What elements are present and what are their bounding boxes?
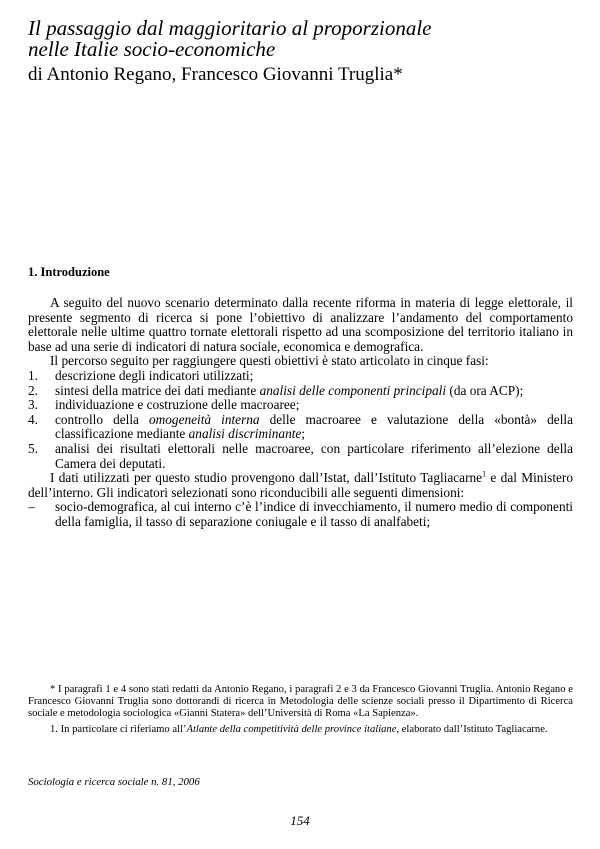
footnote-star: * I paragrafi 1 e 4 sono stati redatti da Antonio Regano, i paragrafi 2 e 3 da Francesco Giovanni Truglia. Antonio Regano e Francesco Giovanni Truglia sono dottorandi di ricerca in Metodologia delle scienze sociali presso il Dipartimento di Ricerca sociale e metodologia sociologica «Gianni Statera» dell’Università di Roma «La Sapienza». <box>28 684 573 719</box>
list-item <box>28 369 573 384</box>
list-number: 3. <box>28 397 38 413</box>
list-item <box>28 413 573 442</box>
section-heading: 1. Introduzione <box>28 265 110 279</box>
list-item <box>28 384 573 399</box>
list-number: 5. <box>28 440 38 456</box>
page-number: 154 <box>290 813 310 828</box>
list-text: socio-demografica, al cui interno c’è l’indice di invecchiamento, il numero medio di componenti della famiglia, il tasso di separazione coniugale e il tasso di analfabeti; <box>55 499 573 529</box>
list-text: individuazione e costruzione delle macroaree; <box>55 397 300 413</box>
dash-marker: – <box>28 499 35 515</box>
paragraph-3: I dati utilizzati per questo studio provengono dall’Istat, dall’Istituto Tagliacarne$^1$ e dal Ministero dell’interno. Gli indicatori selezionati sono riconducibili alle seguenti dimensioni: <box>28 469 573 500</box>
list-text: analisi dei risultati elettorali nelle macroaree, con particolare riferimento all’elezione della Camera dei deputati. <box>55 440 573 471</box>
footnote-ref: 1 <box>482 469 487 479</box>
list-text: descrizione degli indicatori utilizzati; <box>55 367 254 383</box>
footnotes <box>28 684 573 741</box>
article-authors: di Antonio Regano, Francesco Giovanni Truglia* <box>28 64 403 85</box>
title-line-1: Il passaggio dal maggioritario al proporzionale <box>28 16 432 40</box>
list-item <box>28 442 573 471</box>
list-item <box>28 398 573 413</box>
dimension-list <box>28 500 573 529</box>
article-title <box>28 18 588 60</box>
title-line-2: nelle Italie socio-economiche <box>28 37 276 61</box>
list-number: 1. <box>28 367 38 383</box>
paragraph-1: A seguito del nuovo scenario determinato dalla recente riforma in materia di legge elettorale, il presente segmento di ricerca si pone l’obiettivo di analizzare l’andamento del comportamento elettorale nelle ultime quattro tornate elettorali rispetto ad una scomposizione del territorio italiano in base ad una serie di indicatori di natura sociale, economica e demografica. <box>28 295 573 354</box>
footnote-1: 1. In particolare ci riferiamo all’Atlante della competitività delle province italiane, elaborato dall’Istituto Tagliacarne. <box>50 724 548 736</box>
body-text <box>28 296 573 530</box>
list-number: 2. <box>28 382 38 398</box>
journal-citation: Sociologia e ricerca sociale n. 81, 2006 <box>28 776 200 788</box>
list-item <box>28 500 573 529</box>
list-number: 4. <box>28 411 38 427</box>
paragraph-2: Il percorso seguito per raggiungere questi obiettivi è stato articolato in cinque fasi: <box>50 353 489 369</box>
list-text: sintesi della matrice dei dati mediante analisi delle componenti principali (da ora ACP); <box>55 382 524 398</box>
phase-list <box>28 369 573 471</box>
list-text: controllo della omogeneità interna delle macroaree e valutazione della «bontà» della classificazione mediante analisi discriminante; <box>55 411 574 442</box>
